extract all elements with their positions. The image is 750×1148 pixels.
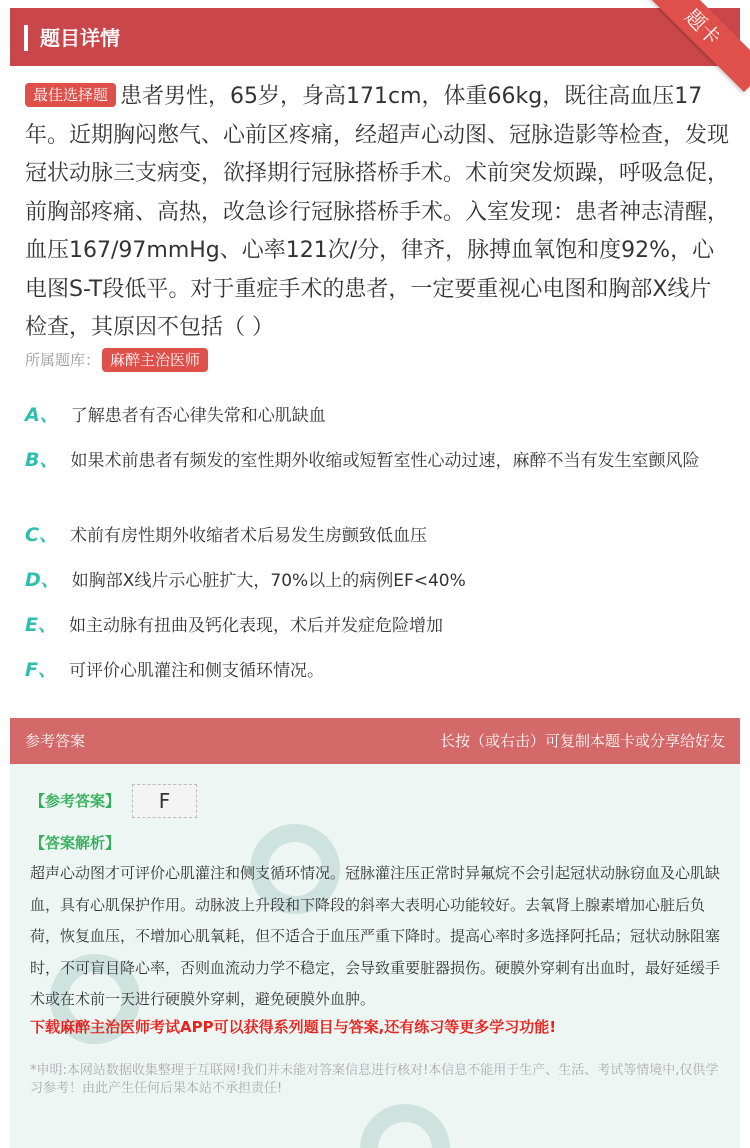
source-label: 所属题库： bbox=[25, 351, 101, 369]
option-letter: A、 bbox=[25, 404, 59, 426]
option-e[interactable] bbox=[25, 610, 725, 642]
reference-answer-label: 【参考答案】 bbox=[30, 792, 121, 810]
option-letter: C、 bbox=[25, 524, 58, 546]
question-type-badge: 最佳选择题 bbox=[25, 83, 116, 107]
share-hint: 长按（或右击）可复制本题卡或分享给好友 bbox=[439, 732, 725, 750]
option-letter: F、 bbox=[25, 659, 57, 681]
explanation-label: 【答案解析】 bbox=[30, 834, 121, 852]
download-app-link[interactable]: 下载麻醉主治医师考试APP可以获得系列题目与答案,还有练习等更多学习功能! bbox=[30, 1018, 557, 1036]
reference-answer-image: F bbox=[132, 784, 197, 818]
option-letter: B、 bbox=[25, 449, 59, 471]
header bbox=[10, 8, 740, 66]
option-letter: E、 bbox=[25, 614, 57, 636]
option-letter: D、 bbox=[25, 569, 60, 591]
explanation-text: 超声心动图才可评价心肌灌注和侧支循环情况。冠脉灌注压正常时异氟烷不会引起冠状动脉窃血及心肌缺血，具有心肌保护作用。动脉波上升段和下降段的斜率大表明心功能较好。去氧肾上腺素增加心脏后负荷，恢复血压，不增加心肌氧耗，但不适合于血压严重下降时。提高心率时多选择阿托品；冠状动脉阻塞时，不可盲目降心率，否则血流动力学不稳定，会导致重要脏器损伤。硬膜外穿刺有出血时，最好延缓手术或在术前一天进行硬膜外穿刺，避免硬膜外血肿。 bbox=[30, 864, 721, 1008]
answer-header bbox=[10, 718, 740, 764]
option-b[interactable] bbox=[25, 445, 725, 477]
question-body: 患者男性，65岁，身高171cm，体重66kg，既往高血压17年。近期胸闷憋气、心前区疼痛，经超声心动图、冠脉造影等检查，发现冠状动脉三支病变，欲择期行冠脉搭桥手术。术前突发烦躁，呼吸急促，前胸部疼痛、高热，改急诊行冠脉搭桥手术。入室发现：患者神志清醒，血压167/97mmHg、心率121次/分，律齐，脉搏血氧饱和度92%，心电图S-T段低平。对于重症手术的患者，一定要重视心电图和胸部X线片检查，其原因不包括（ ） bbox=[25, 84, 730, 340]
option-a[interactable] bbox=[25, 400, 725, 432]
header-accent bbox=[24, 25, 28, 51]
option-text: 如胸部X线片示心脏扩大，70%以上的病例EF<40% bbox=[71, 571, 466, 591]
card-ribbon: 题卡 bbox=[638, 0, 750, 92]
question-source bbox=[25, 348, 212, 372]
watermark-ring bbox=[360, 1104, 450, 1148]
option-d[interactable] bbox=[25, 565, 725, 597]
option-text: 可评价心肌灌注和侧支循环情况。 bbox=[68, 661, 324, 681]
page-title: 题目详情 bbox=[40, 26, 120, 50]
disclaimer: *申明:本网站数据收集整理于互联网!我们并未能对答案信息进行核对!本信息不能用于生产、生活、考试等情境中,仅供学习参考！由此产生任何后果本站不承担责任! bbox=[30, 1063, 719, 1096]
option-c[interactable] bbox=[25, 520, 725, 552]
source-badge[interactable]: 麻醉主治医师 bbox=[102, 348, 208, 372]
option-text: 如主动脉有扭曲及钙化表现，术后并发症危险增加 bbox=[68, 616, 443, 636]
option-f[interactable] bbox=[25, 655, 725, 687]
option-text: 术前有房性期外收缩者术后易发生房颤致低血压 bbox=[69, 526, 427, 546]
answer-body bbox=[10, 764, 740, 1148]
answer-header-title: 参考答案 bbox=[25, 732, 86, 750]
question-text bbox=[25, 78, 730, 348]
option-text: 了解患者有否心律失常和心肌缺血 bbox=[70, 406, 326, 426]
option-text: 如果术前患者有频发的室性期外收缩或短暂室性心动过速，麻醉不当有发生室颤风险 bbox=[70, 451, 700, 471]
